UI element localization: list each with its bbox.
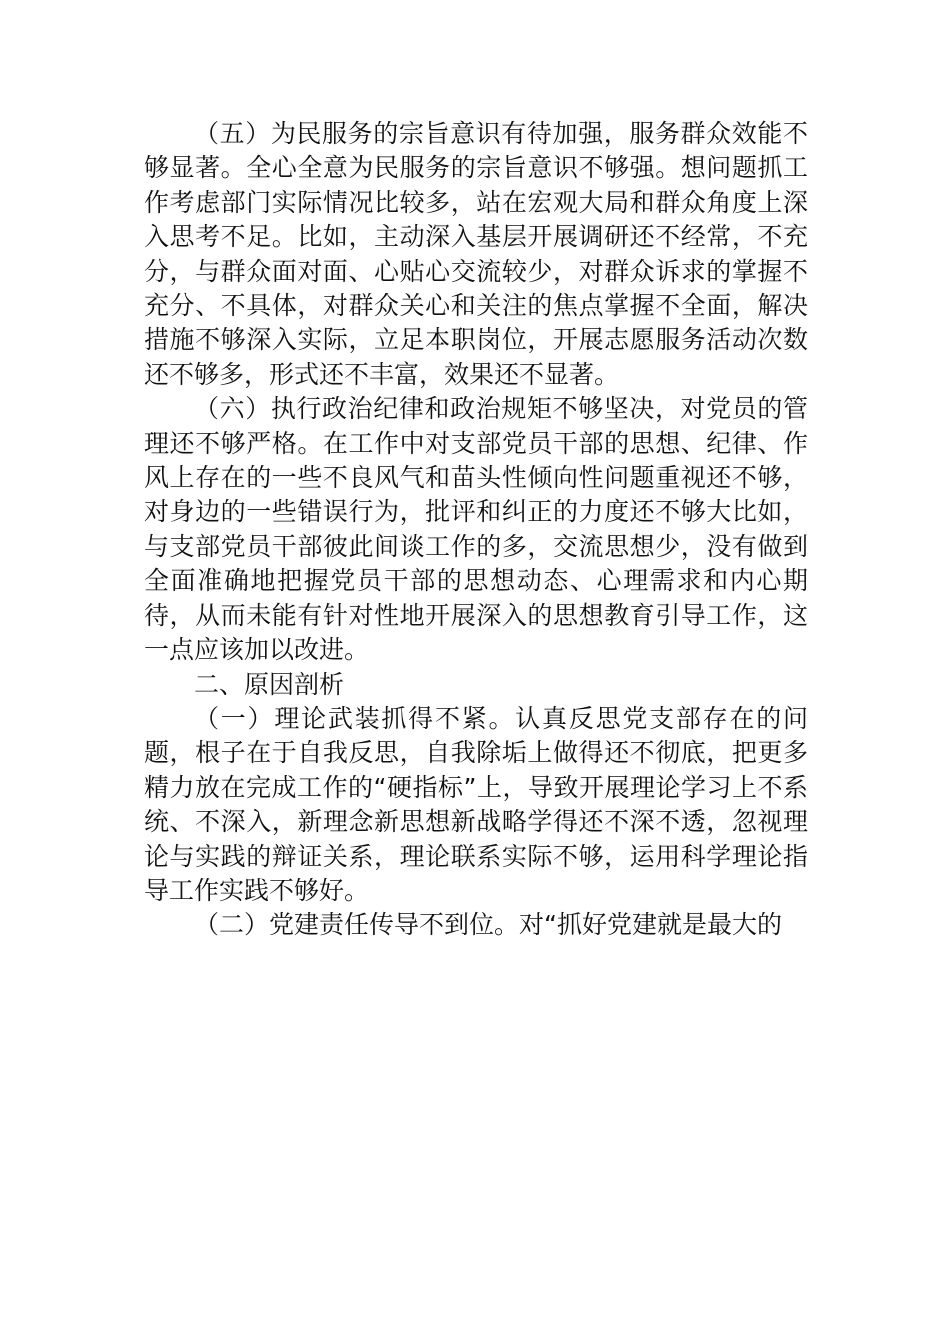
document-body xyxy=(144,117,808,943)
paragraph-party-building-responsibility: （二）党建责任传导不到位。对“抓好党建就是最大的 xyxy=(194,910,782,940)
section-heading-cause-analysis: 二、原因剖析 xyxy=(194,669,345,699)
paragraph-service-awareness: （五）为民服务的宗旨意识有待加强，服务群众效能不够显著。全心全意为民服务的宗旨意识不够强。想问题抓工作考虑部门实际情况比较多，站在宏观大局和群众角度上深入思考不足。比如，主动深入基层开展调研还不经常，不充分，与群众面对面、心贴心交流较少，对群众诉求的掌握不充分、不具体，对群众关心和关注的焦点掌握不全面，解决措施不够深入实际，立足本职岗位，开展志愿服务活动次数还不够多，形式还不丰富，效果还不显著。 xyxy=(144,119,808,389)
paragraph-theory-study: （一）理论武装抓得不紧。认真反思党支部存在的问题，根子在于自我反思，自我除垢上做得还不彻底，把更多精力放在完成工作的“硬指标”上，导致开展理论学习上不系统、不深入，新理念新思想新战略学得还不深不透，忽视理论与实践的辩证关系，理论联系实际不够，运用科学理论指导工作实践不够好。 xyxy=(144,703,808,905)
paragraph-political-discipline: （六）执行政治纪律和政治规矩不够坚决，对党员的管理还不够严格。在工作中对支部党员干部的思想、纪律、作风上存在的一些不良风气和苗头性倾向性问题重视还不够，对身边的一些错误行为，批评和纠正的力度还不够大比如，与支部党员干部彼此间谈工作的多，交流思想少，没有做到全面准确地把握党员干部的思想动态、心理需求和内心期待，从而未能有针对性地开展深入的思想教育引导工作，这一点应该加以改进。 xyxy=(144,394,808,665)
